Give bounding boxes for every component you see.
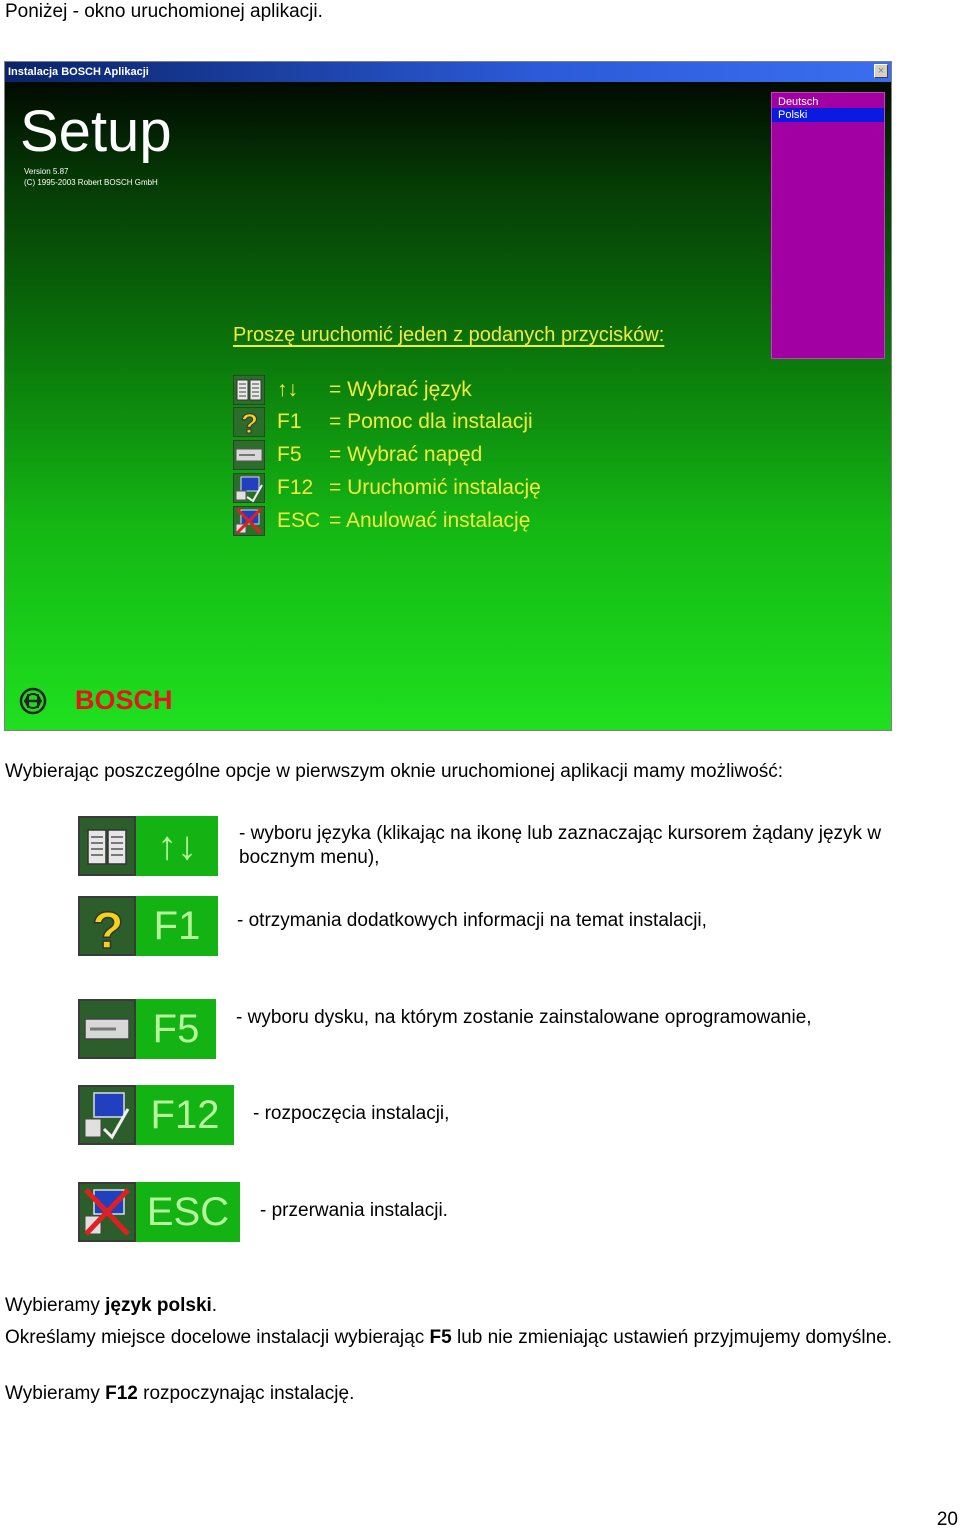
setup-window-screenshot [4, 61, 892, 731]
book-icon [78, 816, 136, 876]
summary-text: Określamy miejsce docelowe instalacji wybierając [5, 1327, 430, 1348]
summary-line-2 [5, 1326, 925, 1350]
window-titlebar [5, 62, 891, 82]
option-description: - wyboru dysku, na którym zostanie zainstalowane oprogramowanie, [236, 1007, 812, 1028]
lead-text: Wybierając poszczególne opcje w pierwszym oknie uruchomionej aplikacji mamy możliwość: [5, 761, 784, 782]
computer-install-icon[interactable] [233, 473, 265, 503]
question-icon [78, 896, 136, 956]
computer-install-icon [78, 1085, 136, 1145]
option-desc: = Uruchomić instalację [329, 476, 541, 499]
option-description: - wyboru języka (klikając na ikonę lub zaznaczając kursorem żądany język w bocznym menu), [239, 823, 882, 868]
copyright-text: (C) 1995-2003 Robert BOSCH GmbH [24, 178, 158, 187]
summary-text: Wybieramy [5, 1295, 106, 1316]
summary-bold: F12 [105, 1383, 138, 1404]
option-desc: = Wybrać napęd [329, 443, 483, 466]
option-key: F1 [277, 410, 302, 433]
drive-icon[interactable] [233, 440, 265, 470]
option-key: F5 [277, 443, 302, 466]
setup-heading: Setup [20, 99, 172, 164]
button-label: F1 [136, 896, 218, 956]
page-number: 20 [936, 1509, 958, 1530]
summary-text: rozpoczynając instalację. [137, 1383, 355, 1404]
option-desc: = Wybrać język [329, 378, 472, 401]
button-image-drive [78, 999, 216, 1059]
option-description: - rozpoczęcia instalacji, [253, 1103, 450, 1124]
option-description: - otrzymania dodatkowych informacji na temat instalacji, [237, 910, 707, 931]
button-label: ESC [136, 1182, 240, 1242]
option-key: ESC [277, 509, 321, 532]
button-image-language [78, 816, 218, 876]
summary-text: lub nie zmieniając ustawień przyjmujemy domyślne. [451, 1327, 893, 1348]
summary-bold: F5 [429, 1327, 452, 1348]
bosch-armature-icon [19, 687, 47, 715]
option-description: - przerwania instalacji. [260, 1200, 448, 1221]
svg-text:?: ? [241, 408, 259, 437]
button-label: F12 [136, 1085, 234, 1145]
language-item-deutsch[interactable]: Deutsch [772, 95, 884, 109]
option-key: F12 [277, 476, 314, 499]
button-image-cancel [78, 1182, 240, 1242]
intro-text: Poniżej - okno uruchomionej aplikacji. [5, 1, 323, 22]
language-item-polski[interactable]: Polski [772, 108, 884, 122]
summary-line-1 [5, 1294, 217, 1318]
language-menu [771, 92, 885, 359]
cancel-computer-icon[interactable] [233, 506, 265, 536]
option-key: ↑↓ [277, 378, 298, 401]
cancel-computer-icon [78, 1182, 136, 1242]
button-image-help [78, 896, 218, 956]
summary-text: Wybieramy [5, 1383, 106, 1404]
summary-text: . [211, 1295, 218, 1316]
svg-text:?: ? [92, 902, 124, 954]
summary-line-3 [5, 1382, 354, 1406]
window-title: Instalacja BOSCH Aplikacji [8, 66, 149, 78]
button-image-install [78, 1085, 234, 1145]
question-icon[interactable] [233, 407, 265, 437]
drive-icon [78, 999, 136, 1059]
option-desc: = Pomoc dla instalacji [329, 410, 533, 433]
book-icon[interactable] [233, 375, 265, 405]
button-label: F5 [136, 999, 216, 1059]
prompt-text: Proszę uruchomić jeden z podanych przycisków: [233, 324, 665, 346]
version-text: Version 5.87 [24, 167, 69, 176]
option-desc: = Anulować instalację [329, 509, 531, 532]
close-button[interactable]: × [874, 64, 888, 78]
summary-bold: język polski [105, 1295, 212, 1316]
bosch-brand: BOSCH [75, 685, 173, 715]
button-label: ↑↓ [136, 816, 218, 876]
